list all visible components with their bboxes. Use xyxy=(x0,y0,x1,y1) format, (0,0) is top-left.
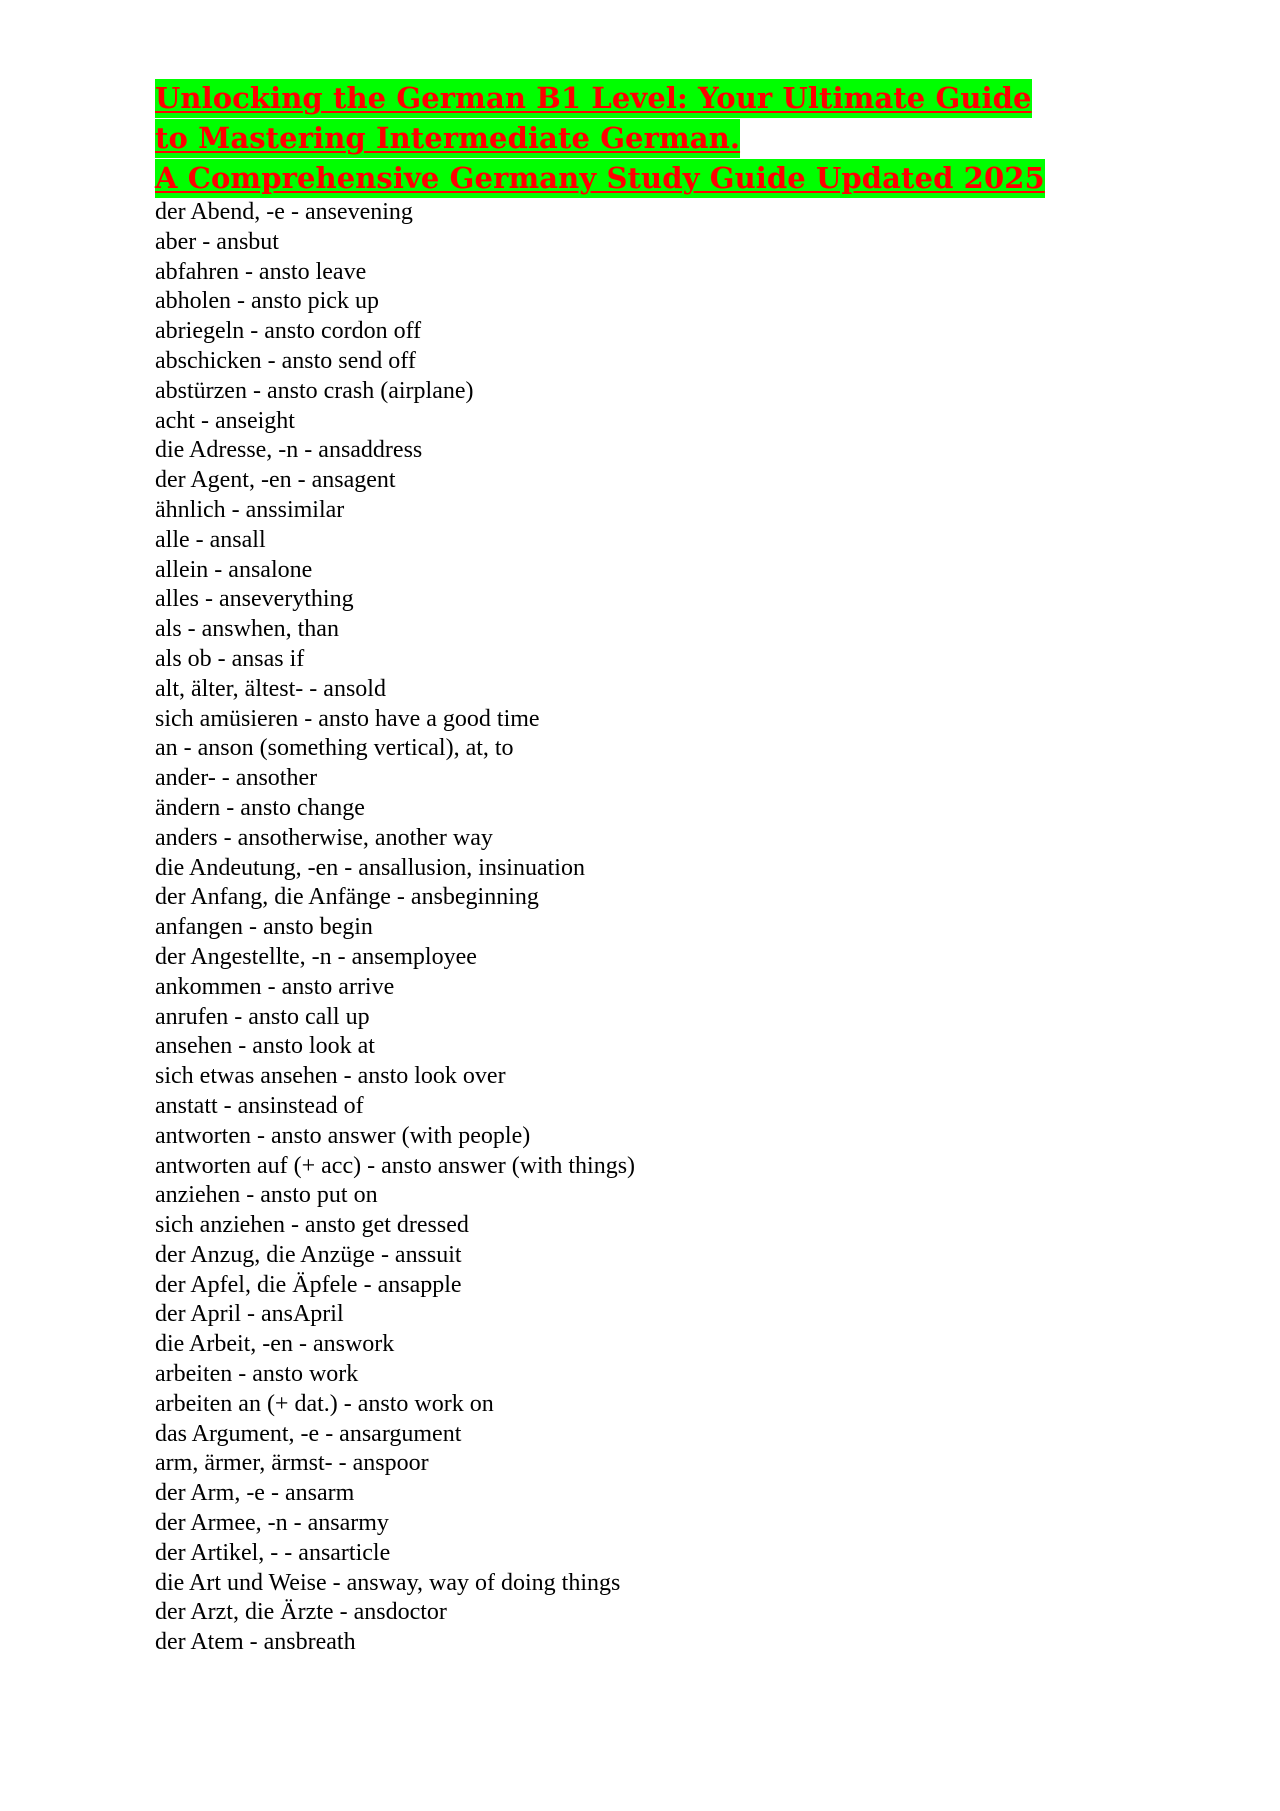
vocabulary-entry: anrufen - ansto call up xyxy=(155,1003,370,1030)
title-line-3-text: A Comprehensive Germany Study Guide Updated 2025 xyxy=(155,159,1045,198)
vocabulary-entry: abriegeln - ansto cordon off xyxy=(155,318,422,345)
vocabulary-entry: ander- - ansother xyxy=(155,765,318,792)
vocabulary-entry: an - anson (something vertical), at, to xyxy=(155,735,514,762)
vocabulary-entry: antworten auf (+ acc) - ansto answer (with things) xyxy=(155,1152,636,1179)
vocabulary-entry: der Arzt, die Ärzte - ansdoctor xyxy=(155,1599,447,1626)
vocabulary-entry: der April - ansApril xyxy=(155,1301,344,1328)
vocabulary-entry: der Anfang, die Anfänge - ansbeginning xyxy=(155,884,539,911)
vocabulary-entry: alles - anseverything xyxy=(155,586,354,613)
vocabulary-entry: der Armee, -n - ansarmy xyxy=(155,1510,389,1537)
vocabulary-entry: die Art und Weise - answay, way of doing things xyxy=(155,1569,621,1596)
vocabulary-entry: als ob - ansas if xyxy=(155,645,305,672)
vocabulary-entry: als - answhen, than xyxy=(155,616,339,643)
vocabulary-entry: die Andeutung, -en - ansallusion, insinuation xyxy=(155,854,585,881)
title-line-2-text: to Mastering Intermediate German. xyxy=(155,119,740,158)
vocabulary-entry: der Abend, -e - ansevening xyxy=(155,199,413,225)
title-line-3 xyxy=(155,158,1155,198)
vocabulary-list xyxy=(155,198,635,1658)
vocabulary-entry: der Artikel, - - ansarticle xyxy=(155,1539,391,1566)
vocabulary-entry: arbeiten an (+ dat.) - ansto work on xyxy=(155,1390,494,1417)
vocabulary-entry: ändern - ansto change xyxy=(155,794,365,821)
document-title xyxy=(155,78,1155,198)
vocabulary-entry: anders - ansotherwise, another way xyxy=(155,824,493,851)
vocabulary-entry: ansehen - ansto look at xyxy=(155,1033,375,1060)
vocabulary-entry: anstatt - ansinstead of xyxy=(155,1092,364,1119)
vocabulary-entry: der Angestellte, -n - ansemployee xyxy=(155,943,477,970)
vocabulary-entry: die Adresse, -n - ansaddress xyxy=(155,437,423,464)
vocabulary-entry: der Anzug, die Anzüge - anssuit xyxy=(155,1241,462,1268)
title-line-1 xyxy=(155,78,1155,118)
vocabulary-entry: ähnlich - anssimilar xyxy=(155,496,345,523)
vocabulary-entry: abschicken - ansto send off xyxy=(155,347,416,374)
vocabulary-entry: sich anziehen - ansto get dressed xyxy=(155,1212,469,1239)
vocabulary-entry: das Argument, -e - ansargument xyxy=(155,1420,462,1447)
vocabulary-entry: abfahren - ansto leave xyxy=(155,258,367,285)
vocabulary-entry: allein - ansalone xyxy=(155,556,313,583)
vocabulary-entry: der Arm, -e - ansarm xyxy=(155,1480,355,1507)
vocabulary-entry: der Atem - ansbreath xyxy=(155,1629,356,1656)
vocabulary-entry: arm, ärmer, ärmst- - anspoor xyxy=(155,1450,429,1477)
vocabulary-entry: anziehen - ansto put on xyxy=(155,1182,378,1209)
vocabulary-entry: der Agent, -en - ansagent xyxy=(155,467,396,494)
title-line-2 xyxy=(155,118,1155,158)
vocabulary-entry: alle - ansall xyxy=(155,526,266,553)
vocabulary-entry: die Arbeit, -en - answork xyxy=(155,1331,395,1358)
vocabulary-entry: abstürzen - ansto crash (airplane) xyxy=(155,377,474,404)
vocabulary-entry: abholen - ansto pick up xyxy=(155,288,379,315)
vocabulary-entry: anfangen - ansto begin xyxy=(155,914,373,941)
vocabulary-entry: alt, älter, ältest- - ansold xyxy=(155,675,386,702)
title-line-1-text: Unlocking the German B1 Level: Your Ultimate Guide xyxy=(155,79,1032,118)
vocabulary-entry: sich amüsieren - ansto have a good time xyxy=(155,705,540,732)
vocabulary-entry: antworten - ansto answer (with people) xyxy=(155,1122,531,1149)
vocabulary-entry: der Apfel, die Äpfele - ansapple xyxy=(155,1271,462,1298)
vocabulary-entry: acht - anseight xyxy=(155,407,295,434)
vocabulary-entry: aber - ansbut xyxy=(155,228,279,255)
vocabulary-entry: arbeiten - ansto work xyxy=(155,1361,359,1388)
vocabulary-entry: sich etwas ansehen - ansto look over xyxy=(155,1063,506,1090)
vocabulary-entry: ankommen - ansto arrive xyxy=(155,973,395,1000)
